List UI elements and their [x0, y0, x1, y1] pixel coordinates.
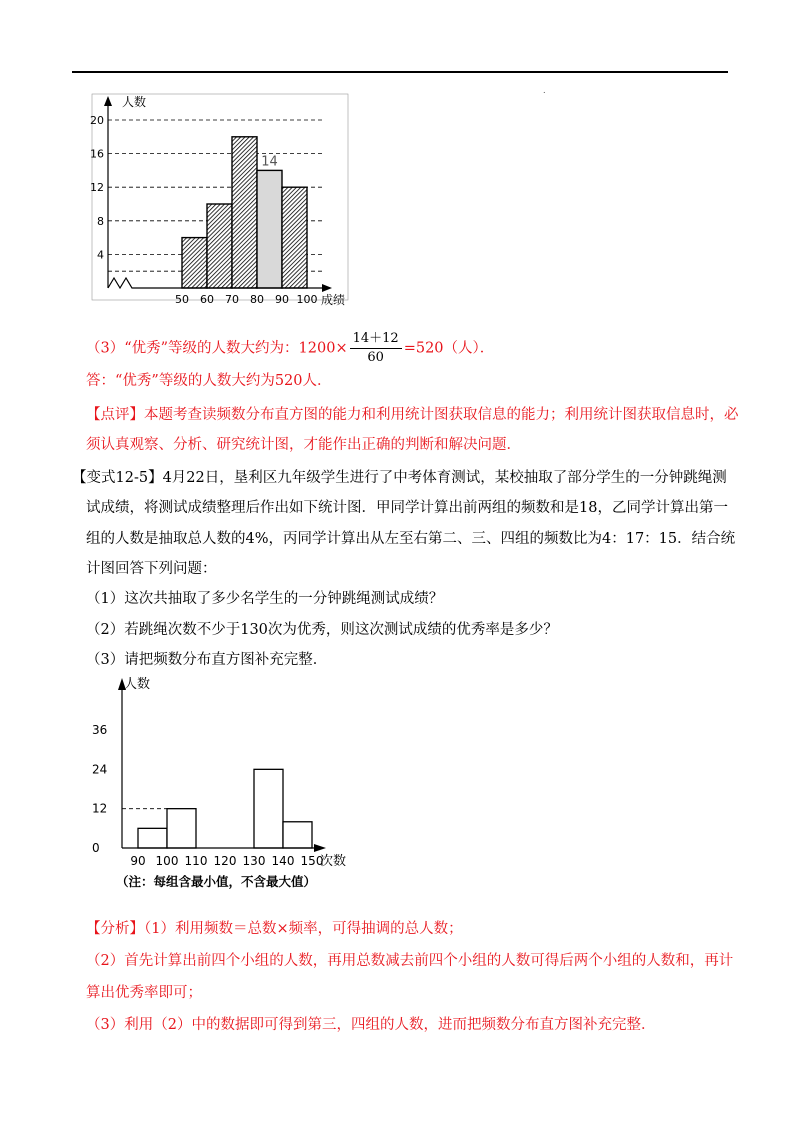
variant-line-1 [72, 467, 727, 489]
x-tick-label: 120 [213, 854, 237, 868]
x-axis-arrow [314, 844, 326, 852]
y-tick-label: 16 [90, 147, 104, 161]
chart-2-histogram [86, 672, 376, 894]
fraction-numerator: 14＋12 [350, 330, 402, 349]
answer-3-fraction [350, 330, 402, 367]
analysis-line-4: （3）利用（2）中的数据即可得到第三，四组的人数，进而把频数分布直方图补充完整． [86, 1017, 656, 1033]
y-tick-label: 24 [92, 762, 108, 777]
question-2: （2）若跳绳次数不少于130次为优秀，则这次测试成绩的优秀率是多少？ [86, 622, 558, 638]
variant-line-2: 试成绩，将测试成绩整理后作出如下统计图．甲同学计算出前两组的频数和是18，乙同学计算出第一 [86, 500, 728, 516]
x-axis-arrow [322, 284, 332, 292]
chart-1-histogram [90, 92, 360, 312]
y-axis-label: 人数 [124, 677, 151, 692]
histogram-bar [167, 809, 196, 848]
x-tick-label: 100 [296, 293, 318, 306]
histogram-bar [138, 828, 167, 848]
histogram-bar [254, 769, 283, 848]
y-tick-label: 8 [97, 214, 104, 228]
x-tick-label: 90 [130, 854, 146, 868]
x-tick-label: 150 [300, 854, 324, 868]
page-mark: . [543, 86, 546, 95]
variant-line-4: 计图回答下列问题： [86, 561, 217, 577]
x-tick-label: 100 [155, 854, 179, 868]
x-tick-label: 80 [250, 293, 264, 306]
x-tick-label: 130 [242, 854, 266, 868]
x-axis-label: 成绩 [321, 293, 346, 307]
question-1: （1）这次共抽取了多少名学生的一分钟跳绳测试成绩？ [86, 591, 444, 607]
answer-3-line [86, 330, 494, 367]
histogram-bar [232, 137, 257, 288]
question-3: （3）请把频数分布直方图补充完整． [86, 652, 328, 668]
histogram-bar [182, 238, 207, 288]
bar-annotation: 14 [261, 154, 278, 170]
histogram-bar [282, 187, 307, 288]
answer-line: 答：“优秀”等级的人数大约为520人． [86, 373, 332, 389]
y-tick-label: 12 [90, 181, 104, 195]
analysis-line-3: 算出优秀率即可； [86, 985, 202, 1001]
fraction-denominator: 60 [367, 350, 384, 365]
y-tick-label: 20 [90, 114, 104, 127]
analysis-line-1: 【分析】（1）利用频数＝总数×频率，可得抽调的总人数； [86, 921, 463, 937]
answer-3-prefix: （3）“优秀”等级的人数大约为：1200× [86, 340, 348, 357]
histogram-bar [283, 822, 312, 848]
x-axis-label: 次数 [320, 854, 347, 869]
x-tick-label: 50 [175, 293, 189, 306]
x-tick-label: 110 [184, 854, 208, 868]
x-tick-label: 140 [271, 854, 295, 868]
top-rule [72, 71, 728, 73]
answer-3-suffix: =520（人）． [403, 340, 495, 357]
variant-line-3: 组的人数是抽取总人数的4%，丙同学计算出从左至右第二、三、四组的频数比为4：17：15．结合统 [86, 531, 736, 547]
histogram-bar [257, 170, 282, 288]
x-tick-label: 60 [200, 293, 214, 306]
histogram-bar [207, 204, 232, 288]
y-tick-label: 36 [92, 723, 108, 737]
x-tick-label: 70 [225, 293, 239, 306]
x-tick-label: 90 [275, 293, 289, 306]
y-axis-arrow [104, 96, 112, 106]
chart-note: （注：每组含最小值，不含最大值） [116, 874, 317, 889]
y-tick-label: 12 [92, 801, 108, 816]
analysis-line-2: （2）首先计算出前四个小组的人数，再用总数减去前四个小组的人数可得后两个小组的人数和，再计 [86, 953, 734, 969]
y-tick-label: 4 [97, 248, 104, 262]
y-axis-label: 人数 [122, 95, 147, 109]
variant-text-1: 【变式12-5】4月22日，垦利区九年级学生进行了中考体育测试，某校抽取了部分学生的一分钟跳绳测 [72, 470, 727, 486]
comment-line-1: 【点评】本题考查读频数分布直方图的能力和利用统计图获取信息的能力；利用统计图获取信息时，必 [86, 407, 739, 423]
comment-line-2: 须认真观察、分析、研究统计图，才能作出正确的判断和解决问题． [86, 437, 521, 453]
y-tick-label: 0 [92, 841, 100, 855]
